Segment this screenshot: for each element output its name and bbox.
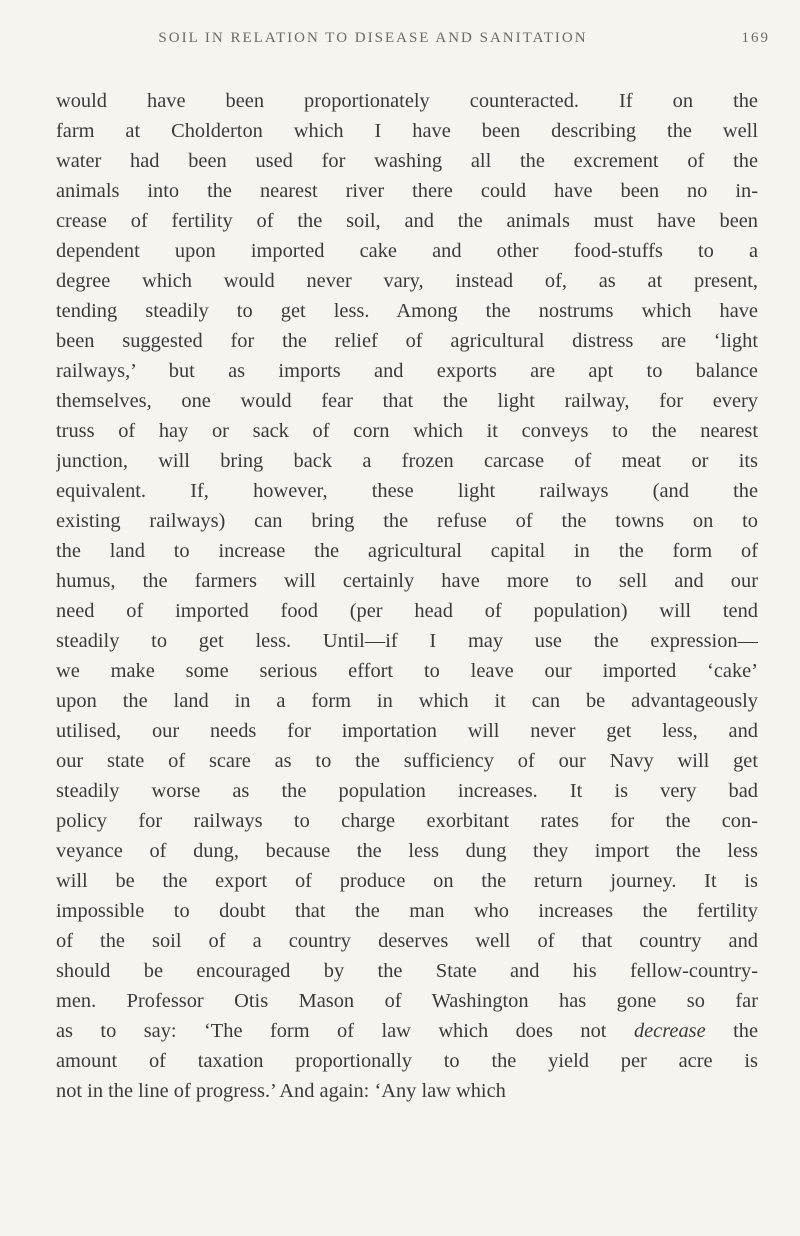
text-line: amount of taxation proportionally to the yield per acre is	[56, 1050, 758, 1072]
text-line: railways,’ but as imports and exports are apt to balance	[56, 360, 758, 382]
text-line: will be the export of produce on the return journey. It is	[56, 870, 758, 892]
text-line: farm at Cholderton which I have been describing the well	[56, 120, 758, 142]
text-line: upon the land in a form in which it can be advantageously	[56, 690, 758, 712]
text-line: policy for railways to charge exorbitant rates for the con-	[56, 810, 758, 832]
text-line: we make some serious effort to leave our imported ‘cake’	[56, 660, 758, 682]
emphasized-word: decrease	[633, 1020, 706, 1042]
text-line: utilised, our needs for importation will never get less, and	[56, 720, 758, 742]
text-line: tending steadily to get less. Among the nostrums which have	[56, 300, 758, 322]
text-line: animals into the nearest river there could have been no in-	[56, 180, 758, 202]
text-line: junction, will bring back a frozen carcase of meat or its	[56, 450, 758, 472]
text-line: water had been used for washing all the excrement of the	[56, 150, 758, 172]
text-line: not in the line of progress.’ And again: ‘Any law which	[56, 1080, 506, 1102]
text-line: truss of hay or sack of corn which it conveys to the nearest	[56, 420, 758, 442]
text-line: should be encouraged by the State and his fellow-country-	[56, 960, 758, 982]
text-line-end: the	[705, 1020, 758, 1042]
running-head-title: SOIL IN RELATION TO DISEASE AND SANITATION	[158, 30, 588, 46]
text-line: existing railways) can bring the refuse of the towns on to	[56, 510, 758, 532]
text-line: of the soil of a country deserves well of that country and	[56, 930, 758, 952]
text-line-with-emphasis	[56, 1016, 758, 1046]
text-line: dependent upon imported cake and other food-stuffs to a	[56, 240, 758, 262]
text-line: the land to increase the agricultural capital in the form of	[56, 540, 758, 562]
text-line: steadily worse as the population increases. It is very bad	[56, 780, 758, 802]
text-line: themselves, one would fear that the light railway, for every	[56, 390, 758, 412]
text-line: would have been proportionately counteracted. If on the	[56, 90, 758, 112]
text-line: impossible to doubt that the man who increases the fertility	[56, 900, 758, 922]
text-line: degree which would never vary, instead of, as at present,	[56, 270, 758, 292]
text-line: our state of scare as to the sufficiency of our Navy will get	[56, 750, 758, 772]
text-line: steadily to get less. Until—if I may use the expression—	[56, 630, 758, 652]
text-line: need of imported food (per head of population) will tend	[56, 600, 758, 622]
text-line-start: as to say: ‘The form of law which does not	[56, 1020, 607, 1042]
text-line: crease of fertility of the soil, and the animals must have been	[56, 210, 758, 232]
text-line: humus, the farmers will certainly have more to sell and our	[56, 570, 758, 592]
text-line: men. Professor Otis Mason of Washington has gone so far	[56, 990, 758, 1012]
text-line: equivalent. If, however, these light railways (and the	[56, 480, 758, 502]
text-line: been suggested for the relief of agricultural distress are ‘light	[56, 330, 758, 352]
text-line: veyance of dung, because the less dung they import the less	[56, 840, 758, 862]
running-head	[56, 30, 770, 58]
body-paragraph	[56, 86, 758, 1106]
page-number: 169	[741, 30, 770, 46]
